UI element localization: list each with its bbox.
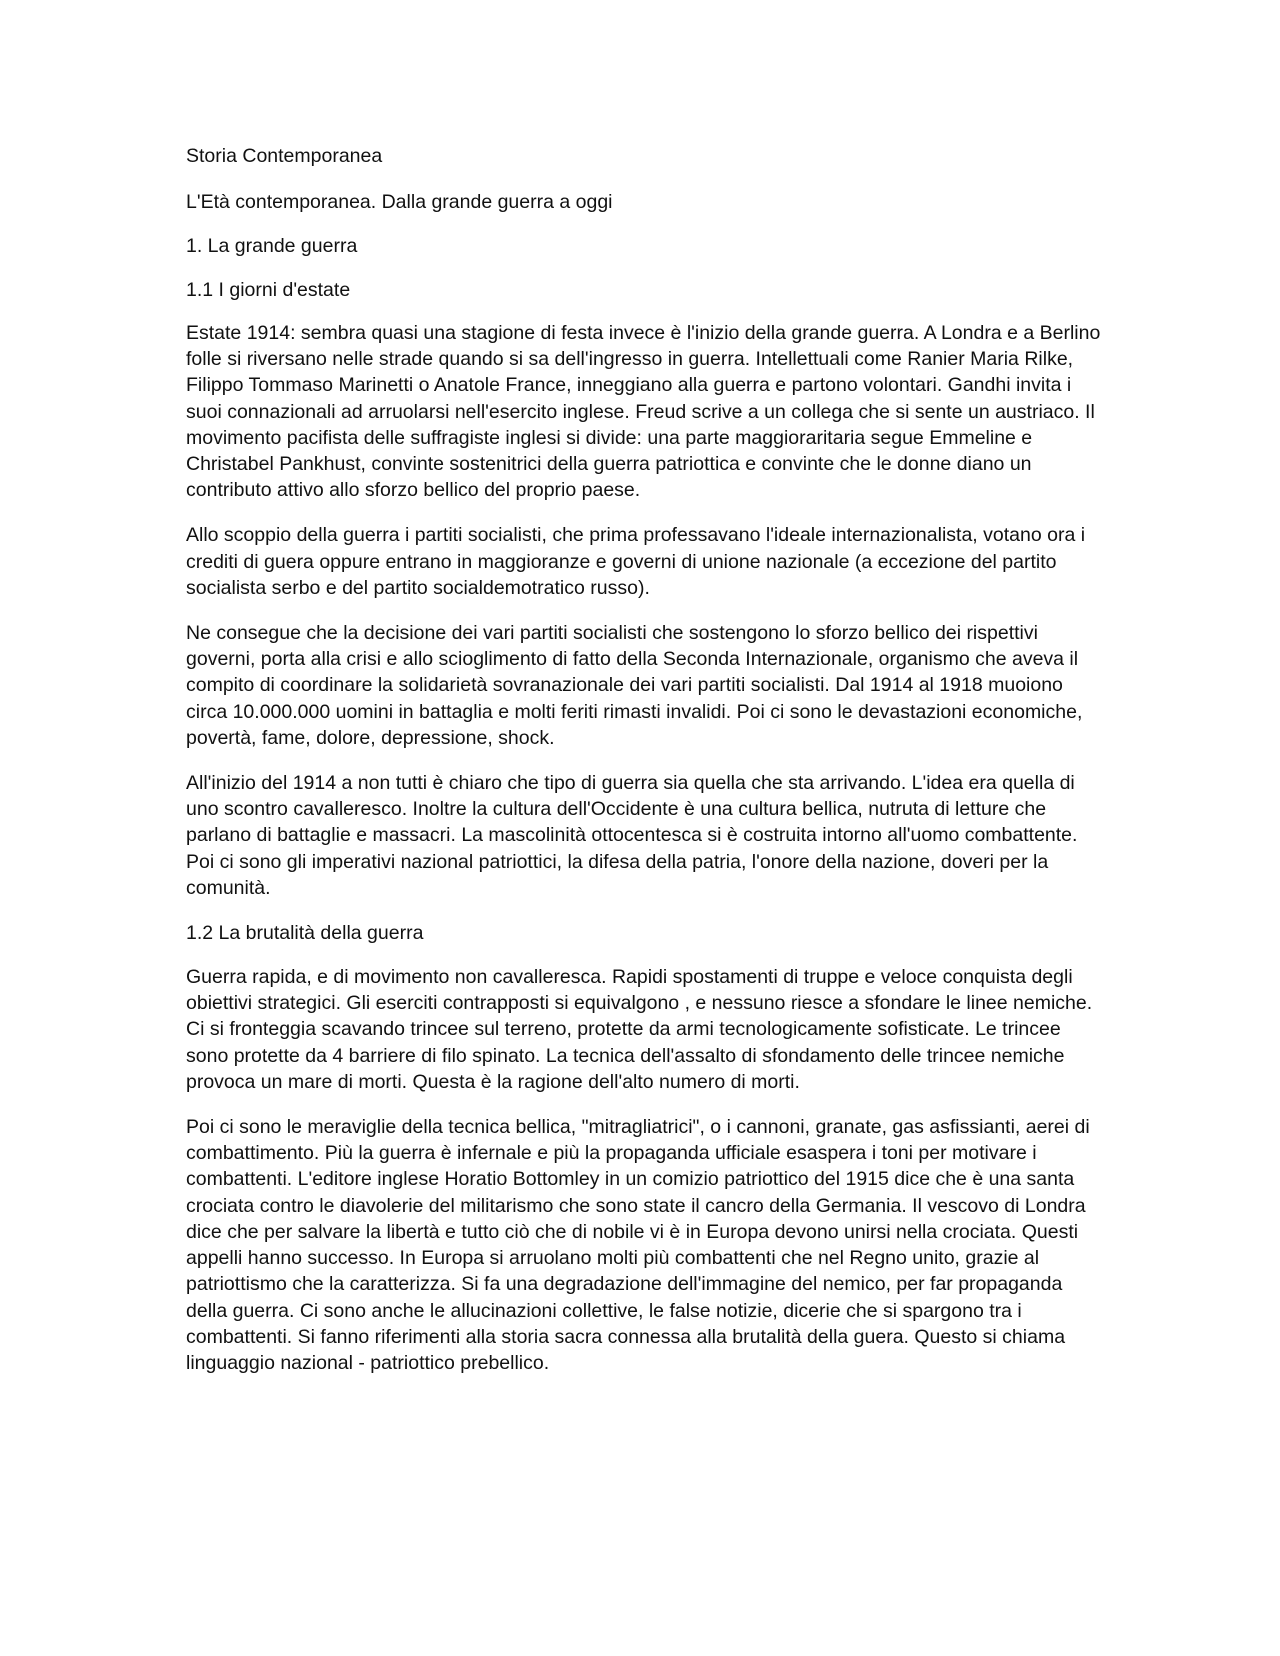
section-heading-1-2: 1.2 La brutalità della guerra: [186, 922, 424, 945]
paragraph: Guerra rapida, e di movimento non cavalleresca. Rapidi spostamenti di truppe e veloce conquista degli obiettivi strategici. Gli eserciti contrapposti si equivalgono , e nessuno riesce a sfondare le linee nemiche. Ci si fronteggia scavando trincee sul terreno, protette da armi tecnologicamente sofisticate. Le trincee sono protette da 4 barriere di filo spinato. La tecnica dell'assalto di sfondamento delle trincee nemiche provoca un mare di morti. Questa è la ragione dell'alto numero di morti.: [186, 966, 1093, 1093]
document-page: [186, 143, 1101, 1395]
document-subtitle: L'Età contemporanea. Dalla grande guerra a oggi: [186, 191, 613, 213]
paragraph: All'inizio del 1914 a non tutti è chiaro che tipo di guerra sia quella che sta arrivando. L'idea era quella di uno scontro cavalleresco. Inoltre la cultura dell'Occidente è una cultura bellica, nutruta di letture che parlano di battaglie e massacri. La mascolinità ottocentesca si è costruita intorno all'uomo combattente. Poi ci sono gli imperativi nazional patriottici, la difesa della patria, l'onore della nazione, doveri per la comunità.: [186, 772, 1078, 899]
paragraph: Poi ci sono le meraviglie della tecnica bellica, "mitragliatrici", o i cannoni, granate, gas asfissianti, aerei di combattimento. Più la guerra è infernale e più la propaganda ufficiale esaspera i toni per motivare i combattenti. L'editore inglese Horatio Bottomley in un comizio patriottico del 1915 dice che è una santa crociata contro le diavolerie del militarismo che sono state il cancro della Germania. Il vescovo di Londra dice che per salvare la libertà e tutto ciò che di nobile vi è in Europa devono unirsi nella crociata. Questi appelli hanno successo. In Europa si arruolano molti più combattenti che nel Regno unito, grazie al patriottismo che la caratterizza. Si fa una degradazione dell'immagine del nemico, per far propaganda della guerra. Ci sono anche le allucinazioni collettive, le false notizie, dicerie che si spargono tra i combattenti. Si fanno riferimenti alla storia sacra connessa alla brutalità della guera. Questo si chiama linguaggio nazional - patriottico prebellico.: [186, 1116, 1090, 1374]
paragraph: Ne consegue che la decisione dei vari partiti socialisti che sostengono lo sforzo bellico dei rispettivi governi, porta alla crisi e allo scioglimento di fatto della Seconda Internazionale, organismo che aveva il compito di coordinare la solidarietà sovranazionale dei vari partiti socialisti. Dal 1914 al 1918 muoiono circa 10.000.000 uomini in battaglia e molti feriti rimasti invalidi. Poi ci sono le devastazioni economiche, povertà, fame, dolore, depressione, shock.: [186, 622, 1083, 749]
paragraph: Allo scoppio della guerra i partiti socialisti, che prima professavano l'ideale internazionalista, votano ora i crediti di guera oppure entrano in maggioranze e governi di unione nazionale (a eccezione del partito socialista serbo e del partito socialdemotratico russo).: [186, 524, 1086, 599]
chapter-heading: 1. La grande guerra: [186, 235, 358, 257]
document-title: Storia Contemporanea: [186, 145, 383, 167]
paragraph: Estate 1914: sembra quasi una stagione di festa invece è l'inizio della grande guerra. A Londra e a Berlino folle si riversano nelle strade quando si sa dell'ingresso in guerra. Intellettuali come Ranier Maria Rilke, Filippo Tommaso Marinetti o Anatole France, inneggiano alla guerra e partono volontari. Gandhi invita i suoi connazionali ad arruolarsi nell'esercito inglese. Freud scrive a un collega che si sente un austriaco. Il movimento pacifista delle suffragiste inglesi si divide: una parte maggioraritaria segue Emmeline e Christabel Pankhust, convinte sostenitrici della guerra patriottica e convinte che le donne diano un contributo attivo allo sforzo bellico del proprio paese.: [186, 322, 1101, 502]
section-heading-1-1: 1.1 I giorni d'estate: [186, 279, 351, 301]
